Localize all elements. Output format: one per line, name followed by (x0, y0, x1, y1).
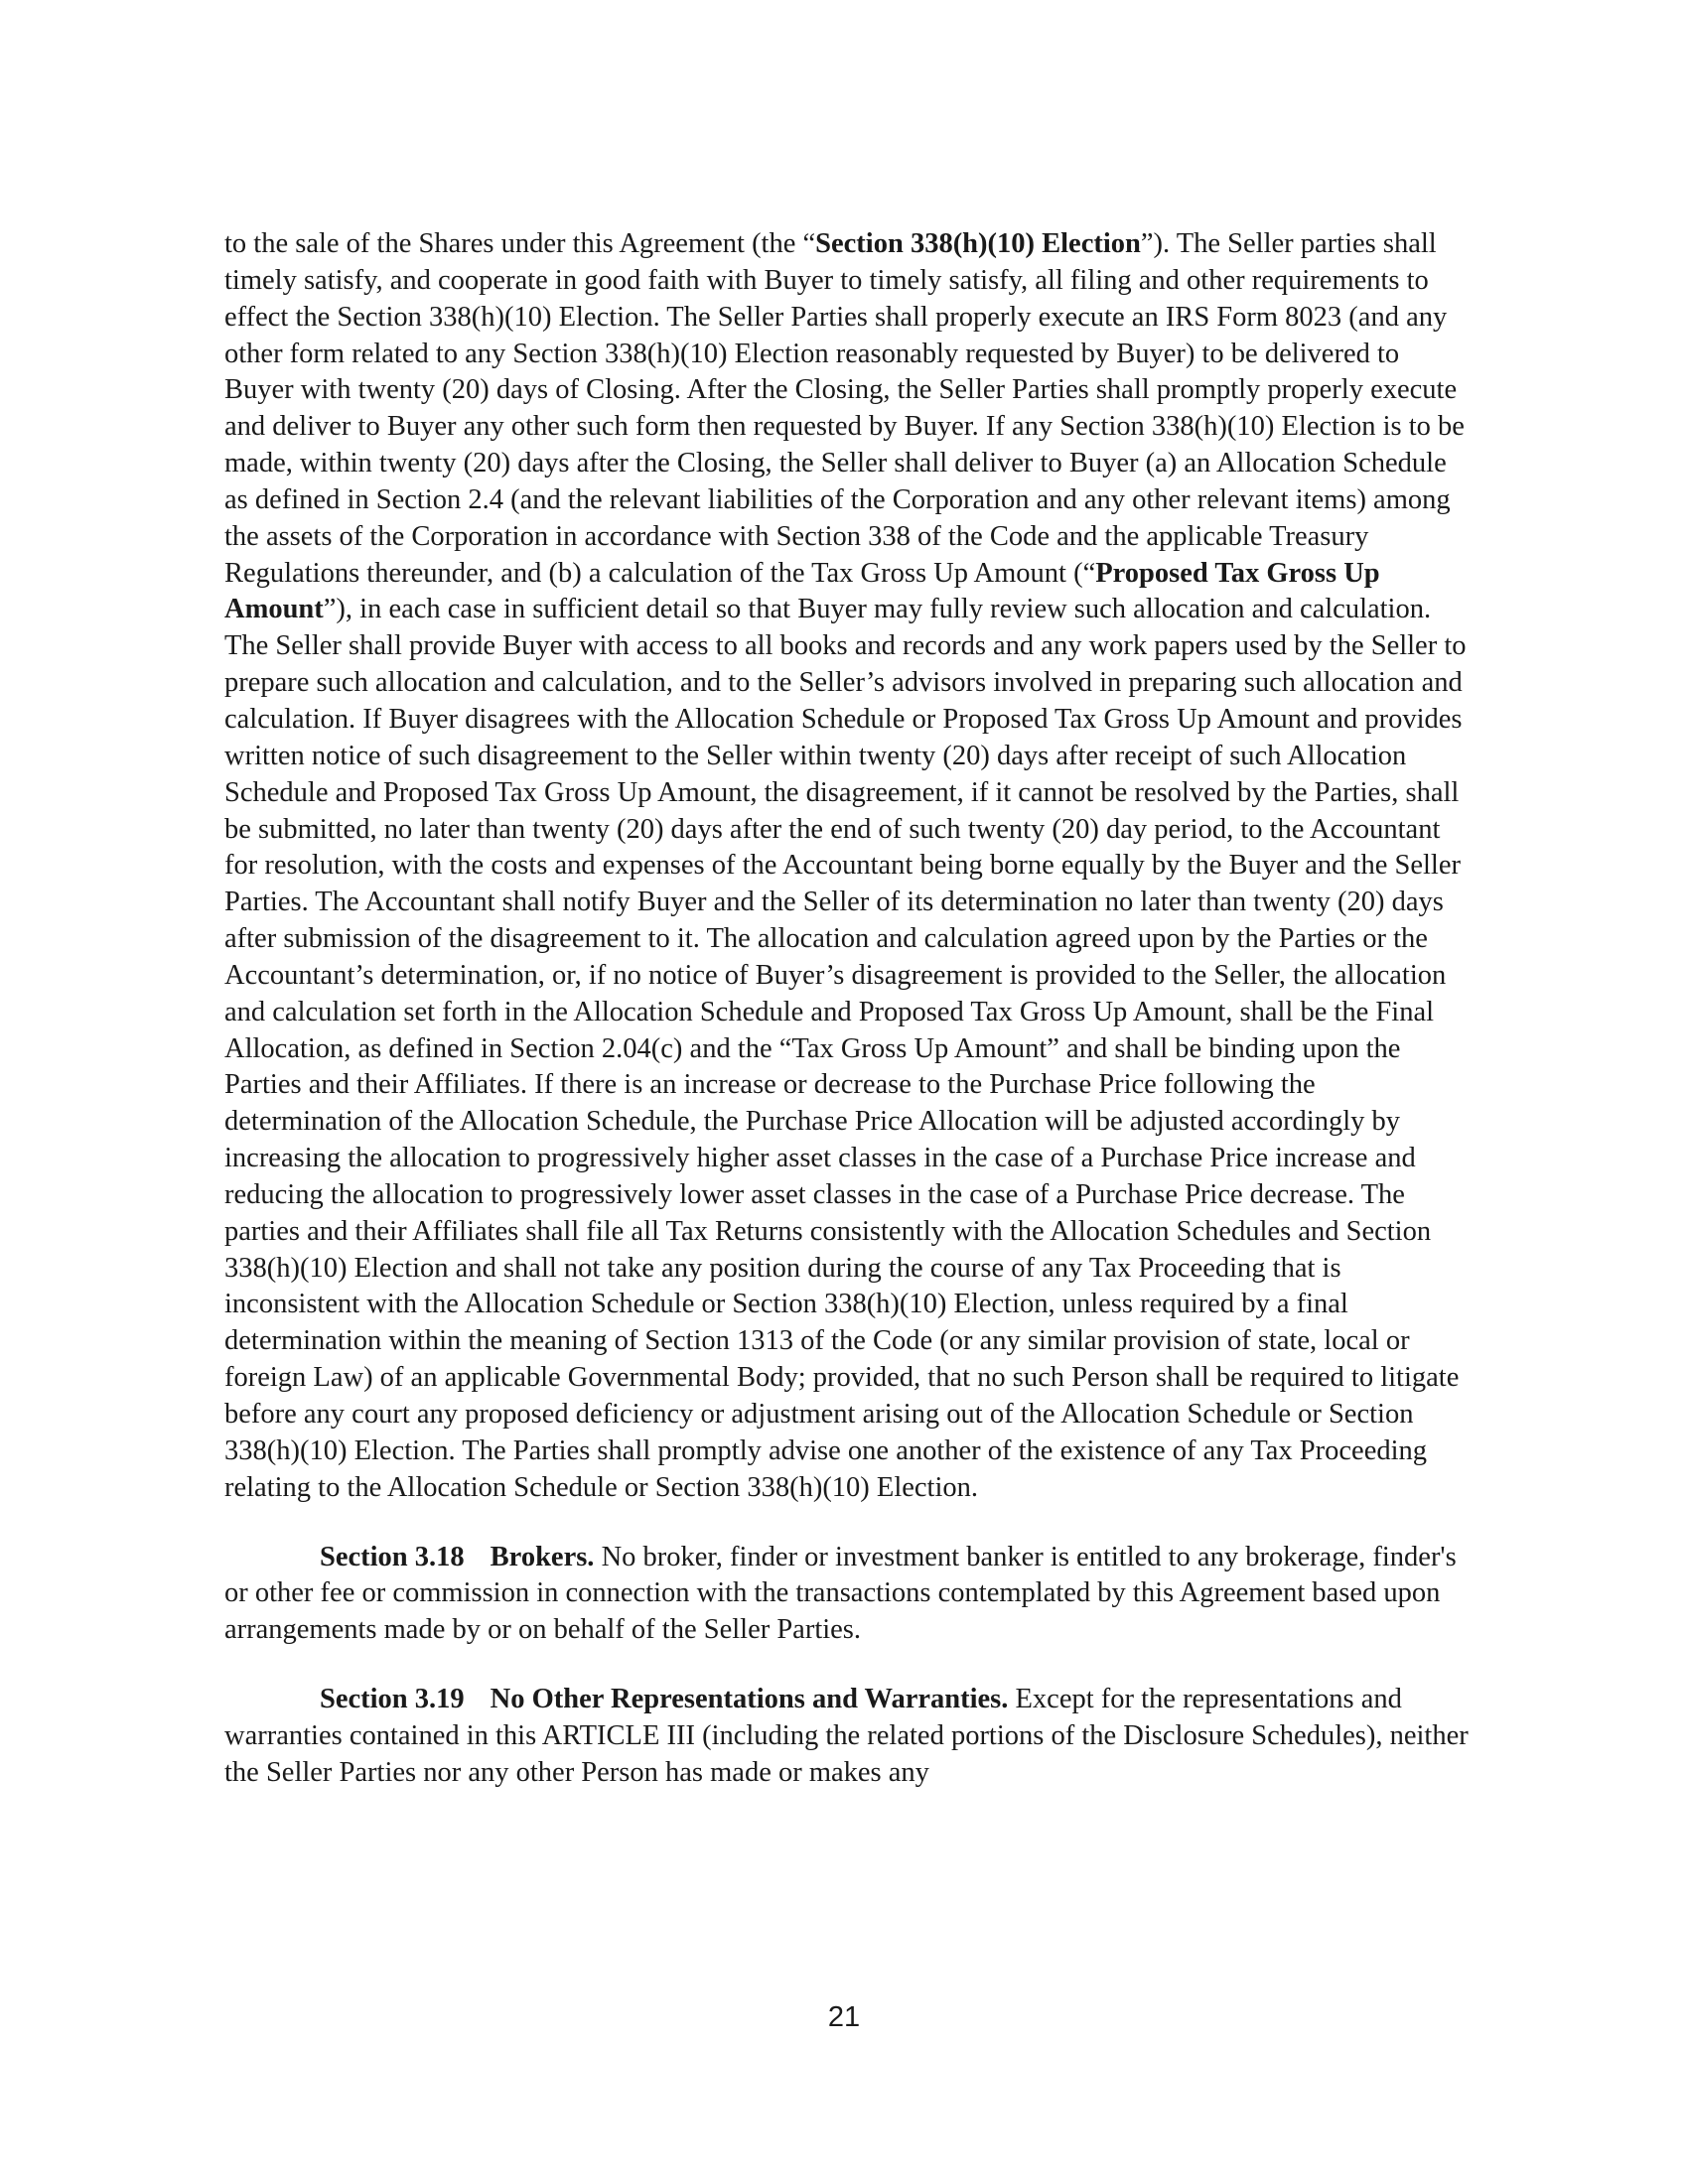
section-heading: Brokers. (490, 1541, 595, 1572)
paragraph-text: to the sale of the Shares under this Agreement (the “ (224, 228, 816, 259)
section-text: No broker, finder or investment banker is entitled to any brokerage, finder's or other fee or commission in connection with the transactions contemplated by this Agreement based upon arrangements made by or on behalf of the Seller Parties. (224, 1541, 1457, 1646)
defined-term-proposed-tax-gross-up-amount: Proposed Tax Gross Up Amount (224, 557, 1380, 625)
section-3-19-paragraph (224, 1682, 1469, 1792)
defined-term-section-338-election: Section 338(h)(10) Election (815, 228, 1141, 259)
section-heading: No Other Representations and Warranties. (490, 1684, 1009, 1715)
paragraph-text: ”). The Seller parties shall timely satisfy, and cooperate in good faith with Buyer to timely satisfy, all filing and other requirements to effect the Section 338(h)(10) Election. The Seller Parties shall properly execute an IRS Form 8023 (and any other form related to any Section 338(h)(10) Election reasonably requested by Buyer) to be delivered to Buyer with twenty (20) days of Closing. After the Closing, the Seller Parties shall promptly properly execute and deliver to Buyer any other such form then requested by Buyer. If any Section 338(h)(10) Election is to be made, within twenty (20) days after the Closing, the Seller shall deliver to Buyer (a) an Allocation Schedule as defined in Section 2.4 (and the relevant liabilities of the Corporation and any other relevant items) among the assets of the Corporation in accordance with Section 338 of the Code and the applicable Treasury Regulations thereunder, and (b) a calculation of the Tax Gross Up Amount (“ (224, 228, 1465, 589)
section-number: Section 3.18 (320, 1541, 465, 1572)
section-number: Section 3.19 (320, 1684, 465, 1715)
page-number: 21 (827, 2001, 861, 2033)
page-body (224, 226, 1469, 1792)
paragraph-text: ”), in each case in sufficient detail so that Buyer may fully review such allocation and calculation. The Seller shall provide Buyer with access to all books and records and any work papers used by the Seller to prepare such allocation and calculation, and to the Seller’s advisors involved in preparing such allocation and calculation. If Buyer disagrees with the Allocation Schedule or Proposed Tax Gross Up Amount and provides written notice of such disagreement to the Seller within twenty (20) days after receipt of such Allocation Schedule and Proposed Tax Gross Up Amount, the disagreement, if it cannot be resolved by the Parties, shall be submitted, no later than twenty (20) days after the end of such twenty (20) day period, to the Accountant for resolution, with the costs and expenses of the Accountant being borne equally by the Buyer and the Seller Parties. The Accountant shall notify Buyer and the Seller of its determination no later than twenty (20) days after submission of the disagreement to it. The allocation and calculation agreed upon by the Parties or the Accountant’s determination, or, if no notice of Buyer’s disagreement is provided to the Seller, the allocation and calculation set forth in the Allocation Schedule and Proposed Tax Gross Up Amount, shall be the Final Allocation, as defined in Section 2.04(c) and the “Tax Gross Up Amount” and shall be binding upon the Parties and their Affiliates. If there is an increase or decrease to the Purchase Price following the determination of the Allocation Schedule, the Purchase Price Allocation will be adjusted accordingly by increasing the allocation to progressively higher asset classes in the case of a Purchase Price increase and reducing the allocation to progressively lower asset classes in the case of a Purchase Price decrease. The parties and their Affiliates shall file all Tax Returns consistently with the Allocation Schedules and Section 338(h)(10) Election and shall not take any position during the course of any Tax Proceeding that is inconsistent with the Allocation Schedule or Section 338(h)(10) Election, unless required by a final determination within the meaning of Section 1313 of the Code (or any similar provision of state, local or foreign Law) of an applicable Governmental Body; provided, that no such Person shall be required to litigate before any court any proposed deficiency or adjustment arising out of the Allocation Schedule or Section 338(h)(10) Election. The Parties shall promptly advise one another of the existence of any Tax Proceeding relating to the Allocation Schedule or Section 338(h)(10) Election. (224, 594, 1467, 1503)
section-3-18-paragraph (224, 1540, 1469, 1650)
tax-election-paragraph (224, 226, 1469, 1507)
section-text: Except for the representations and warranties contained in this ARTICLE III (including the related portions of the Disclosure Schedules), neither the Seller Parties nor any other Person has made or makes any (224, 1684, 1469, 1788)
